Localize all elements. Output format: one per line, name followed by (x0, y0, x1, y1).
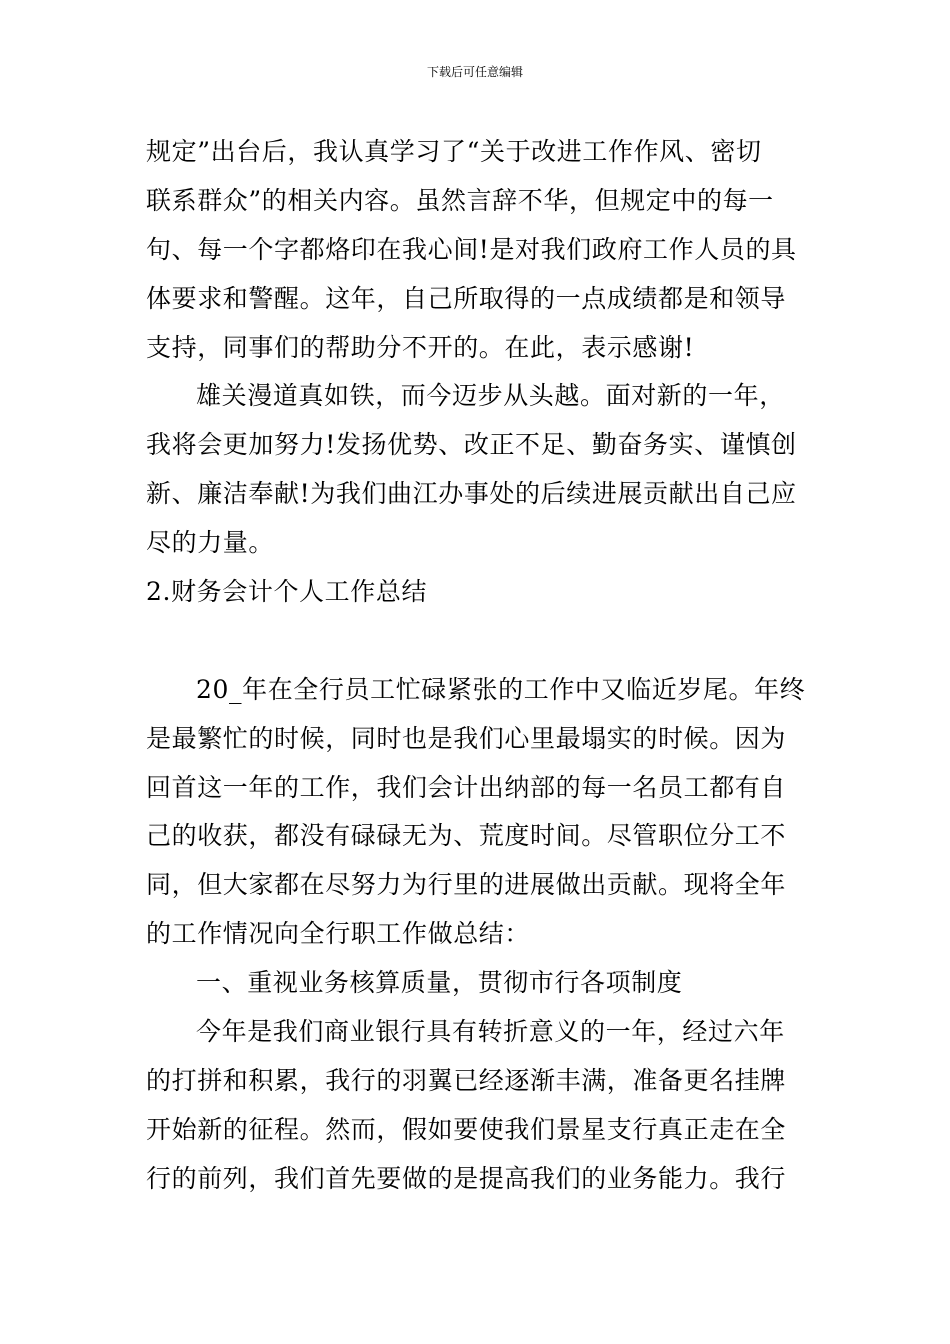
body-line: 同，但大家都在尽努力为行里的进展做出贡献。现将全年 (146, 870, 787, 900)
body-line: 开始新的征程。然而，假如要使我们景星支行真正走在全 (146, 1114, 787, 1144)
page-header-note: 下载后可任意编辑 (426, 65, 523, 79)
body-line: 联系群众”的相关内容。虽然言辞不华，但规定中的每一 (146, 185, 774, 215)
body-line: 句、每一个字都烙印在我心间!是对我们政府工作人员的具 (146, 234, 797, 264)
body-line: 回首这一年的工作，我们会计出纳部的每一名员工都有自 (146, 772, 787, 802)
body-line: 尽的力量。 (146, 528, 275, 558)
body-line: 规定”出台后，我认真学习了“关于改进工作作风、密切 (146, 137, 762, 166)
section-heading: 2.财务会计个人工作总结 (146, 577, 428, 607)
paragraph-start-line: 雄关漫道真如铁，而今迈步从头越。面对新的一年， (196, 381, 785, 411)
body-line: 的打拼和积累，我行的羽翼已经逐渐丰满，准备更名挂牌 (146, 1065, 787, 1095)
body-line: 行的前列，我们首先要做的是提高我们的业务能力。我行 (146, 1163, 787, 1193)
paragraph-start-line: 20_年在全行员工忙碌紧张的工作中又临近岁尾。年终 (196, 674, 806, 704)
paragraph-start-line: 今年是我们商业银行具有转折意义的一年，经过六年 (196, 1017, 785, 1047)
body-line: 新、廉洁奉献!为我们曲江办事处的后续进展贡献出自己应 (146, 479, 797, 509)
body-line: 我将会更加努力!发扬优势、改正不足、勤奋务实、谨慎创 (146, 430, 797, 460)
body-line: 的工作情况向全行职工作做总结： (146, 919, 531, 949)
subsection-heading: 一、重视业务核算质量，贯彻市行各项制度 (196, 968, 683, 998)
body-line: 体要求和警醒。这年，自己所取得的一点成绩都是和领导 (146, 283, 787, 313)
body-line: 己的收获，都没有碌碌无为、荒度时间。尽管职位分工不 (146, 821, 787, 851)
body-line: 支持，同事们的帮助分不开的。在此，表示感谢! (146, 332, 695, 362)
body-line: 是最繁忙的时候，同时也是我们心里最塌实的时候。因为 (146, 723, 787, 753)
blank-line (146, 617, 810, 666)
document-body (146, 128, 810, 1204)
